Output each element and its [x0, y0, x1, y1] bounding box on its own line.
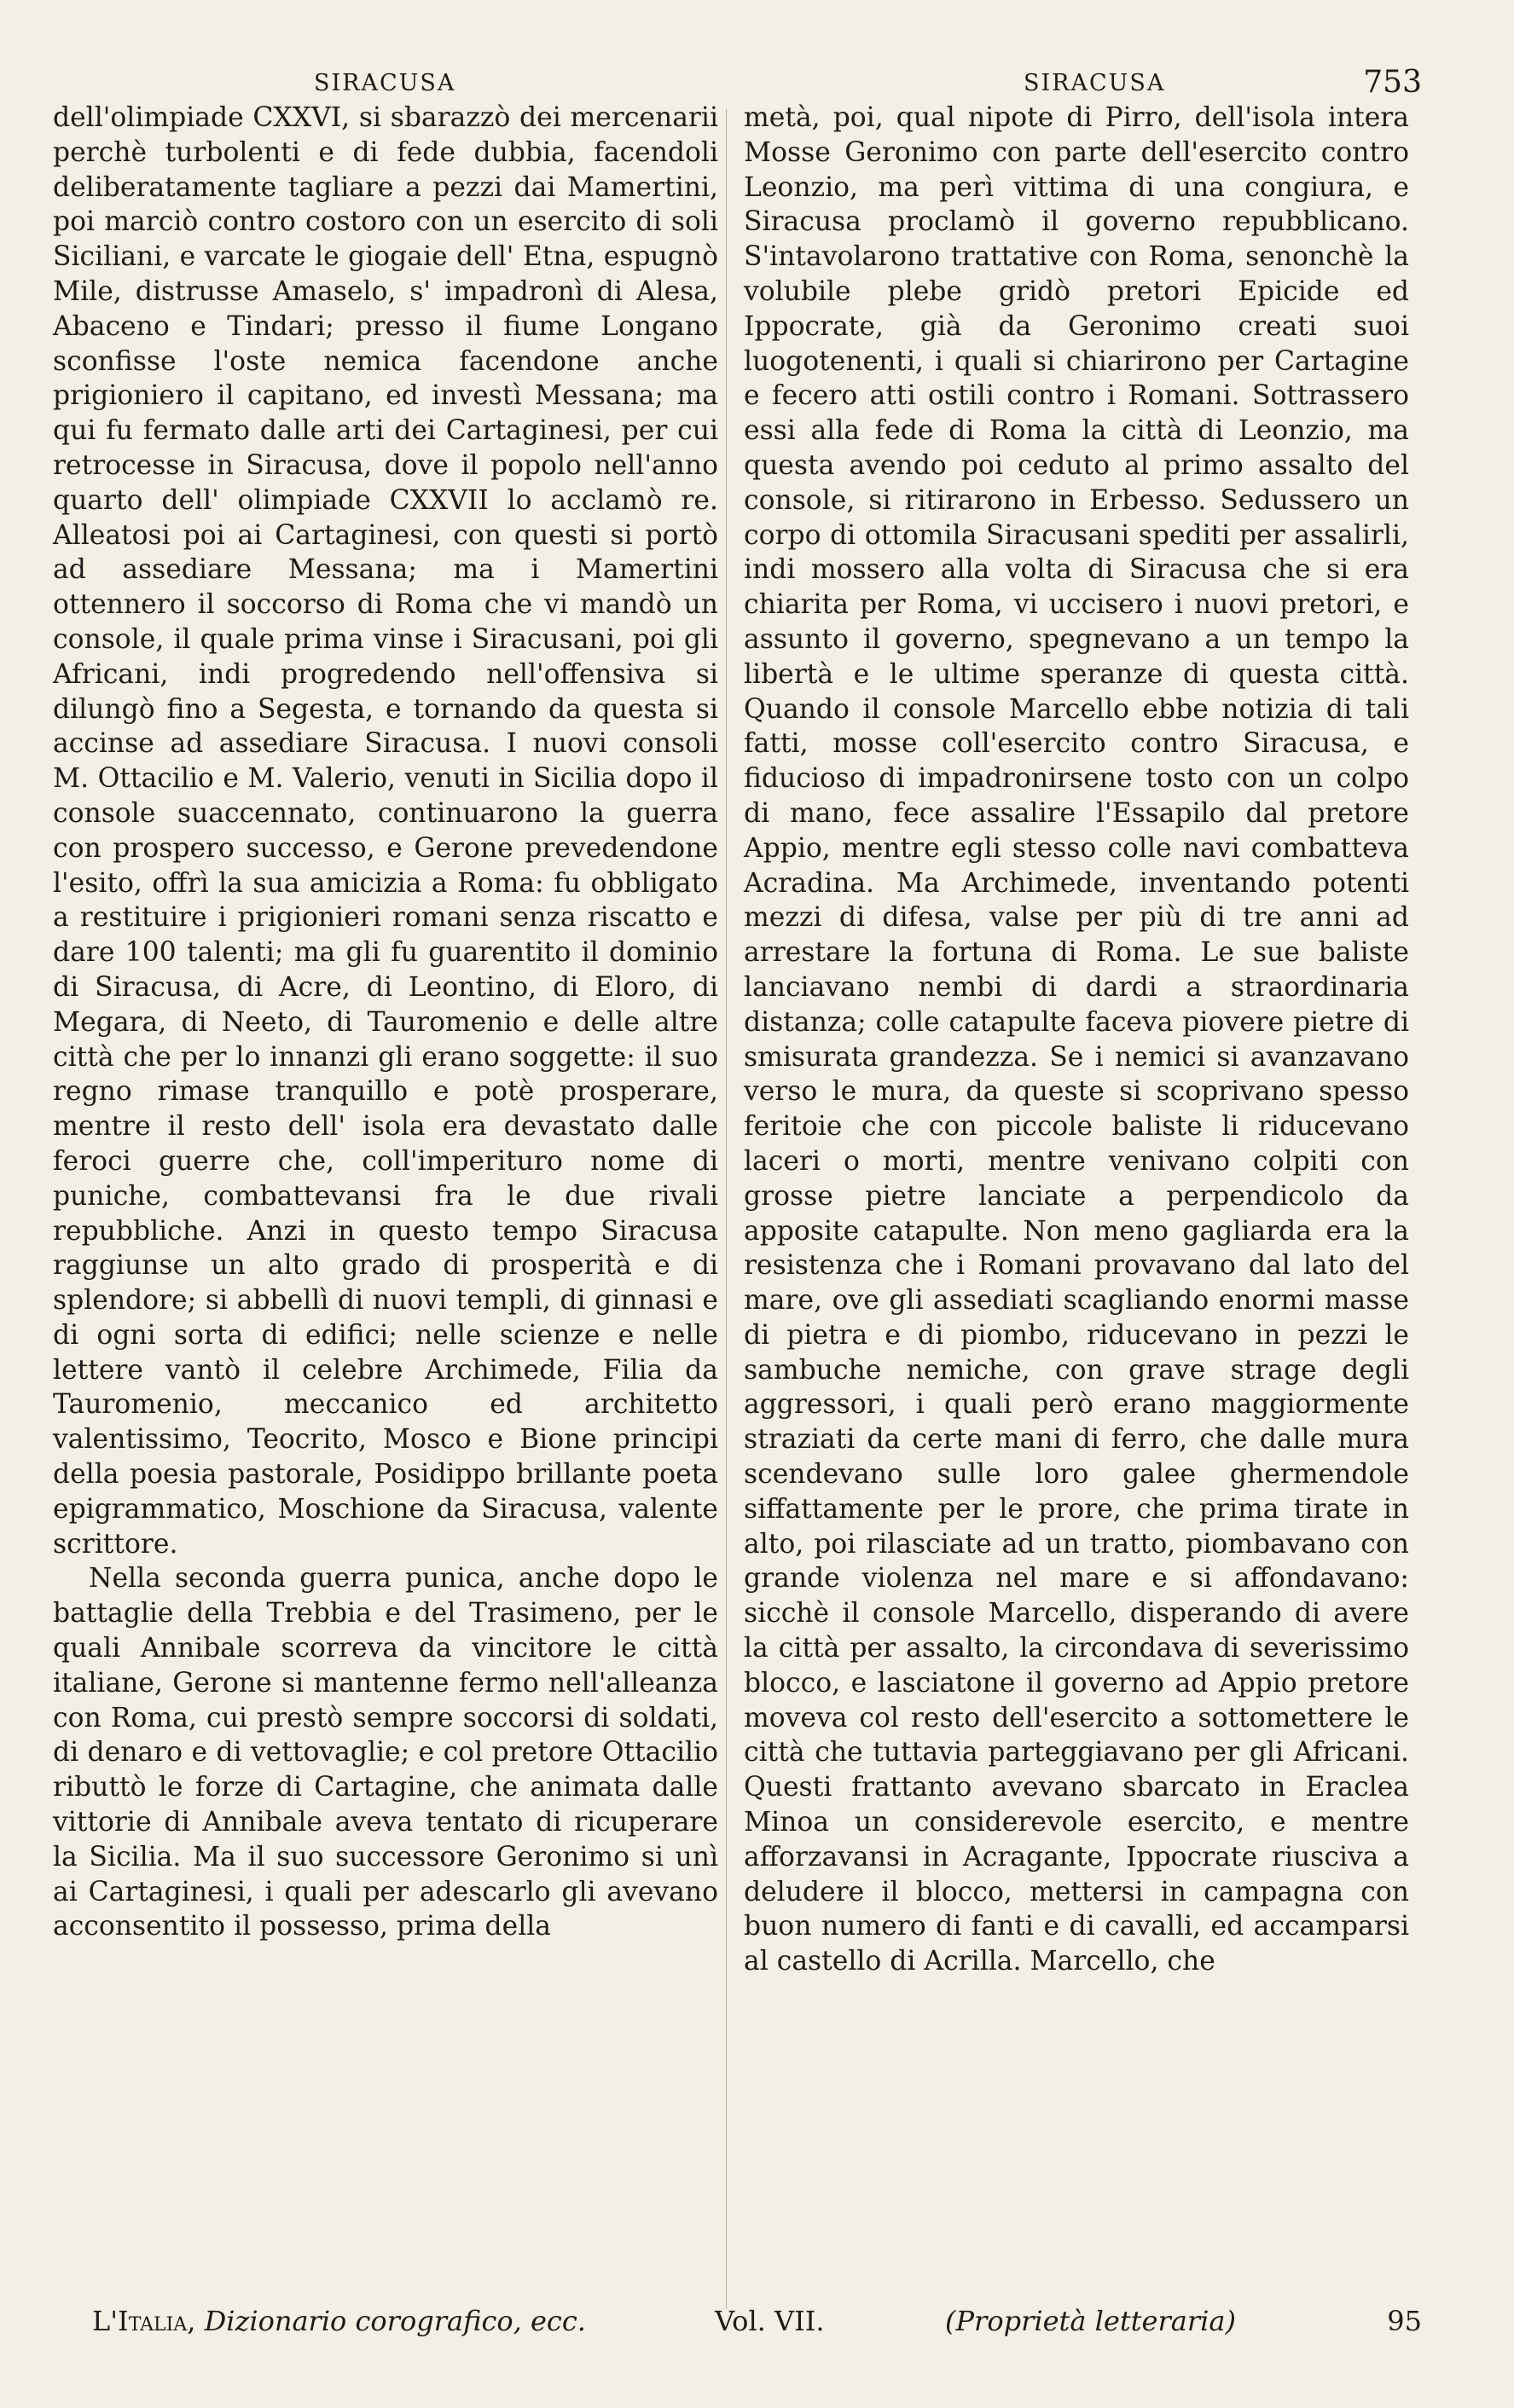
column-divider — [726, 109, 727, 2309]
footer-property-notice: (Proprietà letteraria) — [945, 2305, 1236, 2337]
running-head-left: SIRACUSA — [314, 70, 456, 96]
paragraph: dell'olimpiade CXXVI, si sbarazzò dei mercenarii perchè turbolenti e di fede dubbia, facendoli deliberatamente tagliare a pezzi dai Mamertini, poi marciò contro costoro con un esercito di soli Siciliani, e varcate le giogaie dell' Etna, espugnò Mile, distrusse Amaselo, s' impadronì di Alesa, Abaceno e Tindari; presso il fiume Longano sconfisse l'oste nemica facendone anche prigioniero il capitano, ed investì Messana; ma qui fu fermato dalle arti dei Cartaginesi, per cui retrocesse in Siracusa, dove il popolo nell'anno quarto dell' olimpiade CXXVII lo acclamò re. Alleatosi poi ai Cartaginesi, con questi si portò ad assediare Messana; ma i Mamertini ottennero il soccorso di Roma che vi mandò un console, il quale prima vinse i Siracusani, poi gli Africani, indi progredendo nell'offensiva si dilungò fino a Segesta, e tornando da questa si accinse ad assediare Siracusa. I nuovi consoli M. Ottacilio e M. Valerio, venuti in Sicilia dopo il console suaccennato, continuarono la guerra con prospero successo, e Gerone prevedendone l'esito, offrì la sua amicizia a Roma: fu obbligato a restituire i prigionieri romani senza riscatto e dare 100 talenti; ma gli fu guarentito il dominio di Siracusa, di Acre, di Leontino, di Eloro, di Megara, di Neeto, di Tauromenio e delle altre città che per lo innanzi gli erano soggette: il suo regno rimase tranquillo e potè prosperare, mentre il resto dell' isola era devastato dalle feroci guerre che, coll'imperituro nome di puniche, combattevansi fra le due rivali repubbliche. Anzi in questo tempo Siracusa raggiunse un alto grado di prosperità e di splendore; si abbellì di nuovi templi, di ginnasi e di ogni sorta di edifici; nelle scienze e nelle lettere vantò il celebre Archimede, Filia da Tauromenio, meccanico ed architetto valentissimo, Teocrito, Mosco e Bione principi della poesia pastorale, Posidippo brillante poeta epigrammatico, Moschione da Siracusa, valente scrittore. — [53, 102, 718, 1560]
page-number: 753 — [1363, 65, 1422, 100]
footer-signature: 95 — [1387, 2305, 1422, 2337]
footer-volume: Vol. VII. — [715, 2305, 825, 2337]
paragraph: metà, poi, qual nipote di Pirro, dell'isola intera Mosse Geronimo con parte dell'esercito contro Leonzio, ma perì vittima di una congiura, e Siracusa proclamò il governo repubblicano. S'intavolarono trattative con Roma, senonchè la volubile plebe gridò pretori Epicide ed Ippocrate, già da Geronimo creati suoi luogotenenti, i quali si chiarirono per Cartagine e fecero atti ostili contro i Romani. Sottrassero essi alla fede di Roma la città di Leonzio, ma questa avendo poi ceduto al primo assalto del console, si ritirarono in Erbesso. Sedussero un corpo di ottomila Siracusani spediti per assalirli, indi mossero alla volta di Siracusa che si era chiarita per Roma, vi uccisero i nuovi pretori, e assunto il governo, spegnevano a un tempo la libertà e le ultime speranze di questa città. Quando il console Marcello ebbe notizia di tali fatti, mosse coll'esercito contro Siracusa, e fiducioso di impadronirsene tosto con un colpo di mano, fece assalire l'Essapilo dal pretore Appio, mentre egli stesso colle navi combatteva Acradina. Ma Archimede, inventando potenti mezzi di difesa, valse per più di tre anni ad arrestare la fortuna di Roma. Le sue baliste lanciavano nembi di dardi a straordinaria distanza; colle catapulte faceva piovere pietre di smisurata grandezza. Se i nemici si avanzavano verso le mura, da queste si scoprivano spesso feritoie che con piccole baliste li riducevano laceri o morti, mentre venivano colpiti con grosse pietre lanciate a perpendicolo da apposite catapulte. Non meno gagliarda era la resistenza che i Romani provavano dal lato del mare, ove gli assediati scagliando enormi masse di pietra e di piombo, riducevano in pezzi le sambuche nemiche, con grave strage degli aggressori, i quali però erano maggiormente straziati da certe mani di ferro, che dalle mura scendevano sulle loro galee ghermendole siffattamente per le prore, che prima tirate in alto, poi rilasciate ad un tratto, piombavano con grande violenza nel mare e si affondavano: sicchè il console Marcello, disperando di avere la città per assalto, la circondava di severissimo blocco, e lasciatone il governo ad Appio pretore moveva col resto dell'esercito a sottomettere le città che tuttavia parteggiavano per gli Africani. Questi frattanto avevano sbarcato in Eraclea Minoa un considerevole esercito, e mentre afforzavansi in Acragante, Ippocrate riusciva a deludere il blocco, mettersi in campagna con buon numero di fanti e di cavalli, ed accamparsi al castello di Acrilla. Marcello, che — [744, 102, 1409, 1977]
footer-publication — [92, 2304, 586, 2338]
footer-publication-name: L'Italia, — [92, 2305, 196, 2337]
running-head-right: SIRACUSA — [1024, 70, 1166, 96]
paragraph: Nella seconda guerra punica, anche dopo le battaglie della Trebbia e del Trasimeno, per le quali Annibale scorreva da vincitore le città italiane, Gerone si mantenne fermo nell'alleanza con Roma, cui prestò sempre soccorsi di soldati, di denaro e di vettovaglie; e col pretore Ottacilio ributtò le forze di Cartagine, che animata dalle vittorie di Annibale aveva tentato di ricuperare la Sicilia. Ma il suo successore Geronimo si unì ai Cartaginesi, i quali per adescarlo gli avevano acconsentito il possesso, prima della — [53, 1563, 718, 1942]
right-column — [744, 101, 1409, 1979]
footer-publication-subtitle: Dizionario corografico, ecc. — [204, 2305, 586, 2337]
left-column — [53, 101, 718, 1944]
